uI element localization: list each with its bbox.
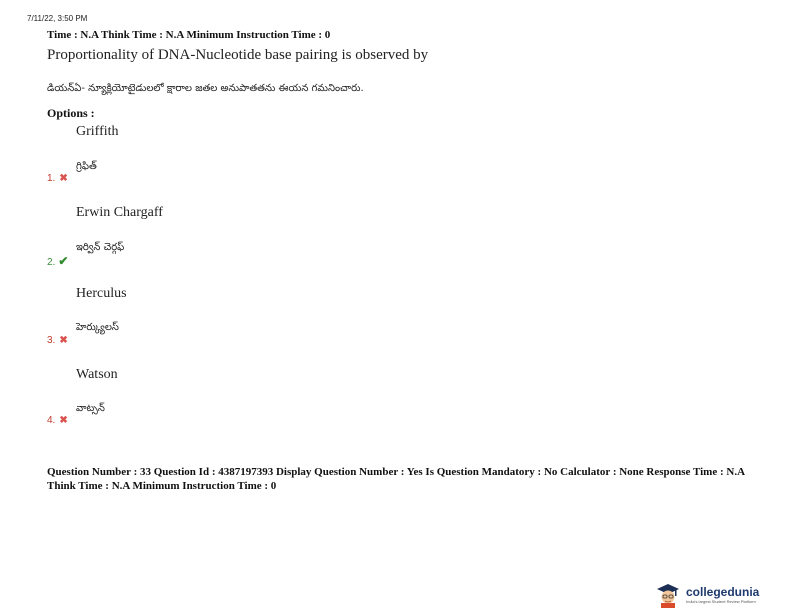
- option-3-telugu: హెర్క్యులస్: [76, 322, 119, 333]
- logo-wordmark: collegedunia: [686, 585, 760, 599]
- option-2-number: 2.: [47, 257, 56, 268]
- question-meta-header: Time : N.A Think Time : N.A Minimum Instruction Time : 0: [47, 29, 331, 41]
- option-1-number: 1.: [47, 173, 56, 184]
- check-icon: ✔: [58, 254, 69, 268]
- cross-icon: ✖: [59, 335, 68, 346]
- collegedunia-logo: [654, 582, 788, 608]
- option-2-telugu: ఇర్విన్ చెర్గఫ్: [76, 242, 125, 253]
- logo-tagline: India's largest Student Review Platform: [686, 599, 756, 604]
- option-3-number: 3.: [47, 335, 56, 346]
- print-timestamp: 7/11/22, 3:50 PM: [27, 14, 88, 23]
- option-4-marker: [47, 415, 68, 426]
- student-mascot-icon: [654, 582, 682, 608]
- option-1-marker: [47, 173, 68, 184]
- question-meta-footer: Question Number : 33 Question Id : 4387197393 Display Question Number : Yes Is Question Mandatory : No Calculator : None Response Time : N.A Think Time : N.A Minimum Instruction Time : 0: [47, 466, 745, 492]
- option-1-telugu: గ్రిఫిత్: [76, 161, 97, 172]
- option-3-english: Herculus: [76, 286, 127, 301]
- question-text-telugu: డియన్ఏ- న్యూక్లియోటైడులలో క్షారాల జతల అనుపాతతను ఈయన గమనించారు.: [47, 83, 364, 94]
- option-4-telugu: వాట్సన్: [76, 403, 105, 414]
- option-3-marker: [47, 335, 68, 346]
- option-2-marker: [47, 254, 68, 268]
- options-label: Options :: [47, 106, 95, 120]
- option-4-number: 4.: [47, 415, 56, 426]
- question-text-english: Proportionality of DNA-Nucleotide base pairing is observed by: [47, 47, 429, 63]
- option-4-english: Watson: [76, 367, 118, 382]
- cross-icon: ✖: [59, 173, 68, 184]
- cross-icon: ✖: [59, 415, 68, 426]
- option-2-english: Erwin Chargaff: [76, 205, 163, 220]
- option-1-english: Griffith: [76, 124, 119, 139]
